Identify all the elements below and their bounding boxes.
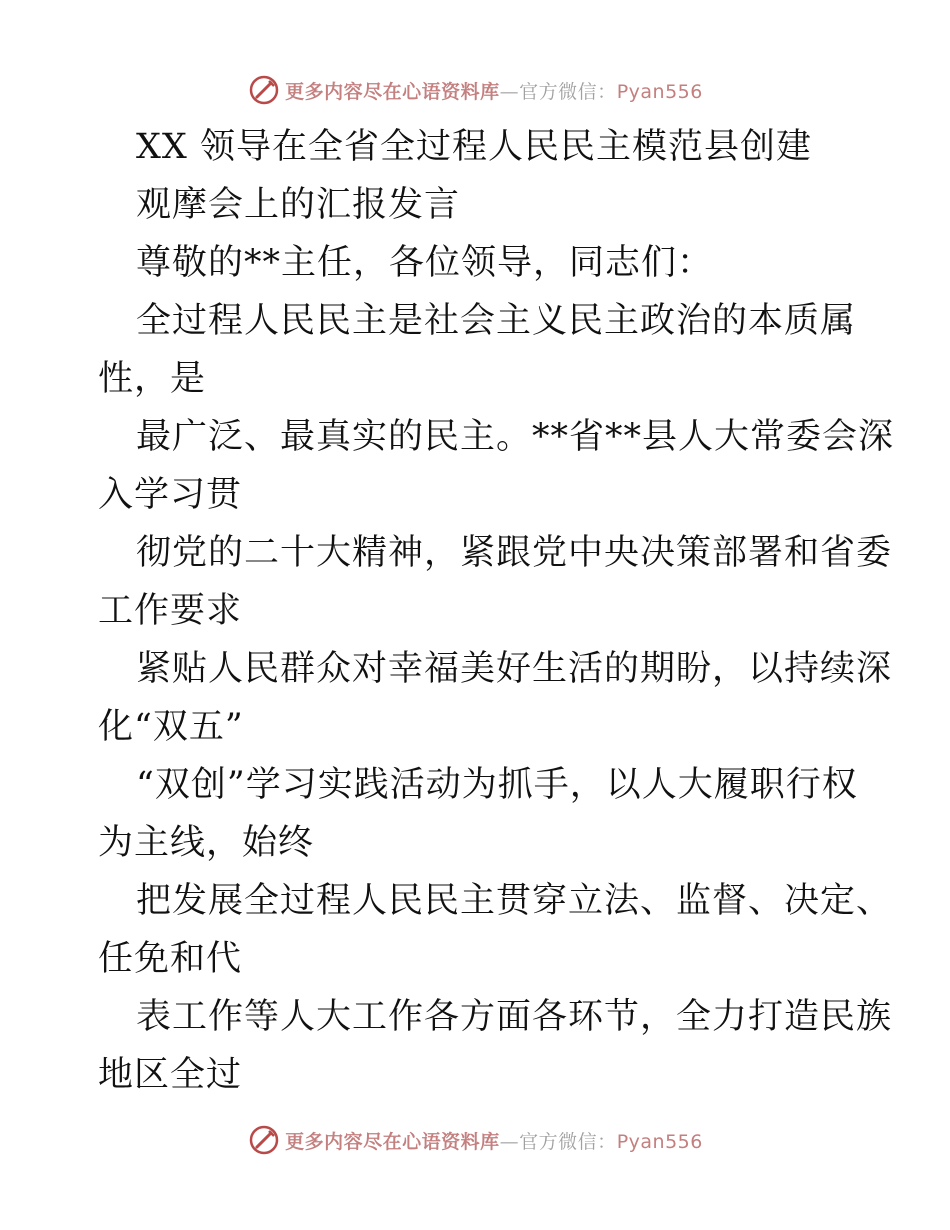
- doc-text-line: 紧贴人民群众对幸福美好生活的期盼，以持续深: [136, 649, 893, 689]
- watermark-wechat-id: Pyan556: [616, 1130, 703, 1153]
- doc-text-line: 化“双五”: [98, 707, 244, 747]
- header-watermark: [0, 70, 950, 110]
- footer-watermark: [0, 1120, 950, 1160]
- doc-text-line: 工作要求: [98, 591, 243, 631]
- doc-text-line: 彻党的二十大精神，紧跟党中央决策部署和省委: [136, 533, 893, 573]
- doc-text-line: 全过程人民民主是社会主义民主政治的本质属: [136, 301, 857, 341]
- doc-text-line: 把发展全过程人民民主贯穿立法、监督、决定、: [136, 881, 893, 921]
- watermark-text: [285, 1127, 703, 1154]
- document-body: [98, 118, 895, 1104]
- doc-text-line: 为主线，始终: [98, 823, 315, 863]
- doc-text-line: 最广泛、最真实的民主。**省**县人大常委会深: [136, 417, 895, 457]
- watermark-site: 更多内容尽在心语资料库: [285, 80, 500, 103]
- watermark-separator: —: [499, 80, 520, 103]
- doc-text-line: 任免和代: [98, 939, 243, 979]
- pen-logo-icon: [247, 1123, 281, 1157]
- watermark-text: [285, 77, 703, 104]
- doc-text-line: 表工作等人大工作各方面各环节，全力打造民族: [136, 997, 893, 1037]
- doc-text-line: 地区全过: [98, 1055, 243, 1095]
- watermark-wechat-id: Pyan556: [616, 80, 703, 103]
- watermark-label: 官方微信：: [519, 80, 617, 103]
- doc-title-line-1: XX 领导在全省全过程人民民主模范县创建: [136, 127, 812, 167]
- watermark-site: 更多内容尽在心语资料库: [285, 1130, 500, 1153]
- doc-salutation: 尊敬的**主任，各位领导，同志们：: [136, 243, 714, 283]
- doc-text-line: “双创”学习实践活动为抓手，以人大履职行权: [136, 765, 858, 805]
- doc-text-line: 入学习贯: [98, 475, 243, 515]
- doc-text-line: 性，是: [98, 359, 207, 399]
- pen-logo-icon: [247, 73, 281, 107]
- watermark-label: 官方微信：: [519, 1130, 617, 1153]
- watermark-separator: —: [499, 1130, 520, 1153]
- doc-title-line-2: 观摩会上的汇报发言: [136, 185, 461, 225]
